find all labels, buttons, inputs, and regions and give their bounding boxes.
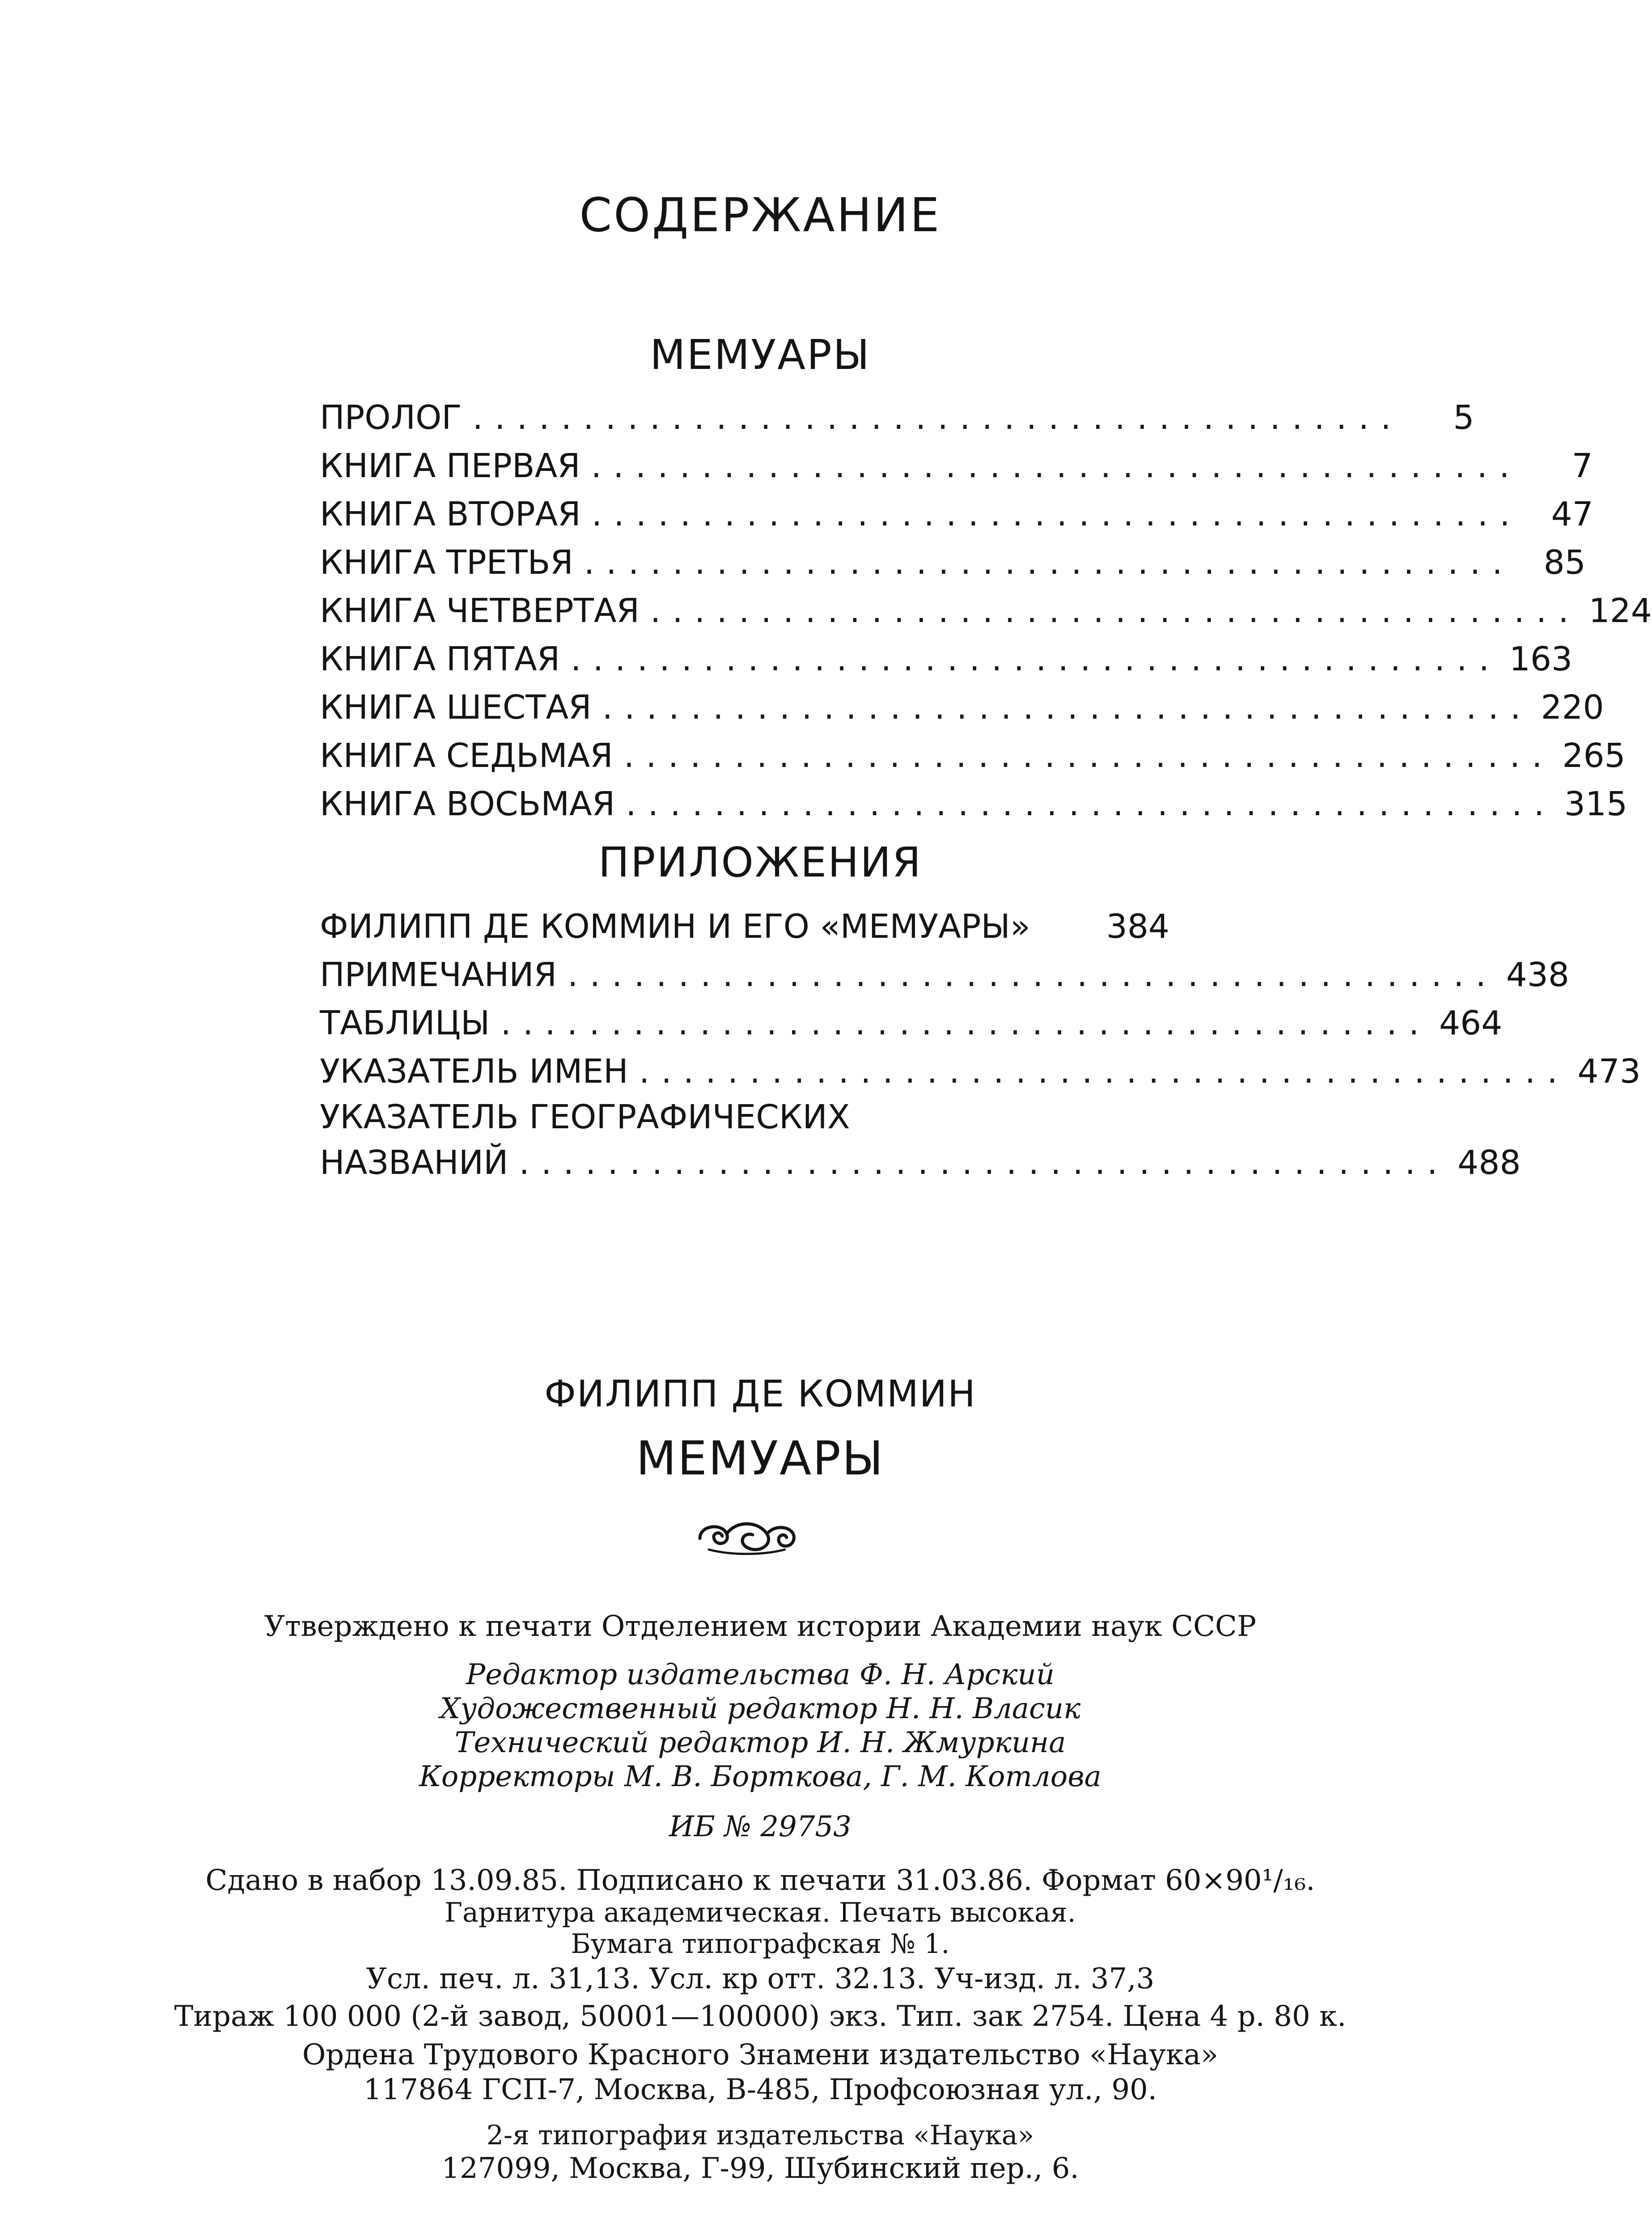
toc-leader-dots: .......................................... xyxy=(568,956,1498,994)
toc-entry-label-line1: УКАЗАТЕЛЬ ГЕОГРАФИЧЕСКИХ xyxy=(320,1098,850,1136)
toc-entry-page: 163 xyxy=(1509,640,1573,678)
toc-entry-label: ПРОЛОГ xyxy=(320,398,462,437)
imprint-tech-editor: Технический редактор И. Н. Жмуркина xyxy=(454,1726,1066,1759)
toc-entry xyxy=(320,538,1586,587)
toc-leader-dots: .......................................... xyxy=(639,1052,1569,1091)
imprint-submitted: Сдано в набор 13.09.85. Подписано к печати 31.03.86. Формат 60×90¹/₁₆. xyxy=(205,1864,1315,1897)
imprint-proofreaders: Корректоры М. В. Борткова, Г. М. Котлова xyxy=(419,1760,1101,1793)
book-title: МЕМУАРЫ xyxy=(636,1431,885,1486)
imprint-publisher-address: 117864 ГСП-7, Москва, В-485, Профсоюзная ул., 90. xyxy=(363,2073,1157,2106)
section-heading-appendix: ПРИЛОЖЕНИЯ xyxy=(598,838,923,886)
imprint-ib-number: ИБ № 29753 xyxy=(669,1810,851,1843)
imprint-sheets: Усл. печ. л. 31,13. Усл. кр отт. 32.13. Уч-изд. л. 37,3 xyxy=(366,1962,1155,1995)
toc-entry-label: КНИГА ВОСЬМАЯ xyxy=(320,785,615,823)
toc-entry xyxy=(320,999,1503,1047)
toc-entry-label: УКАЗАТЕЛЬ ИМЕН xyxy=(320,1052,628,1091)
toc-entry-label: КНИГА ЧЕТВЕРТАЯ xyxy=(320,592,640,630)
toc-entry-page: 5 xyxy=(1453,398,1474,437)
toc-entry xyxy=(320,902,1169,951)
toc-leader-dots: .......................................... xyxy=(500,1004,1431,1042)
toc-leader-dots: .......................................... xyxy=(602,688,1533,727)
toc-leader-dots: .......................................... xyxy=(571,640,1501,678)
section-heading-memoirs: МЕМУАРЫ xyxy=(650,331,871,379)
imprint-paper: Бумага типографская № 1. xyxy=(571,1928,950,1960)
toc-entry-label: ПРИМЕЧАНИЯ xyxy=(320,956,557,994)
toc-entry-page: 220 xyxy=(1541,688,1604,727)
toc-list-appendix xyxy=(320,902,1641,1187)
contents-title: СОДЕРЖАНИЕ xyxy=(579,188,941,242)
toc-entry xyxy=(320,780,1628,828)
toc-entry-label: КНИГА ВТОРАЯ xyxy=(320,495,581,534)
toc-entry-page: 265 xyxy=(1562,737,1626,775)
toc-entry-label: КНИГА ТРЕТЬЯ xyxy=(320,543,573,582)
toc-entry-label: КНИГА ПЯТАЯ xyxy=(320,640,560,678)
toc-list-memoirs xyxy=(320,394,1652,828)
toc-entry xyxy=(320,1047,1641,1096)
toc-entry-page: 464 xyxy=(1439,1004,1503,1042)
toc-entry-first-line xyxy=(320,1096,1169,1139)
toc-leader-dots: .......................................... xyxy=(623,737,1554,775)
toc-entry-page: 47 xyxy=(1551,495,1593,534)
toc-entry-page: 384 xyxy=(1106,907,1169,946)
toc-entry xyxy=(320,951,1569,999)
imprint-printer: 2-я типография издательства «Наука» xyxy=(486,2120,1034,2151)
book-author: ФИЛИПП ДЕ КОММИН xyxy=(544,1373,976,1415)
toc-leader-dots: .......................................... xyxy=(591,495,1522,534)
toc-entry-page: 85 xyxy=(1543,543,1586,582)
toc-leader-dots: .......................................... xyxy=(591,447,1521,485)
toc-entry xyxy=(320,1139,1521,1187)
toc-entry-page: 124 xyxy=(1588,592,1652,630)
toc-entry-label: КНИГА ШЕСТАЯ xyxy=(320,688,592,727)
toc-entry-page: 488 xyxy=(1457,1143,1521,1182)
toc-entry-page: 473 xyxy=(1577,1052,1641,1091)
toc-leader-dots: .......................................... xyxy=(472,398,1403,437)
toc-entry-label: КНИГА СЕДЬМАЯ xyxy=(320,737,613,775)
toc-entry-page: 438 xyxy=(1506,956,1569,994)
imprint-publisher: Ордена Трудового Красного Знамени издательство «Наука» xyxy=(302,2038,1219,2071)
toc-entry-label: НАЗВАНИЙ xyxy=(320,1143,508,1182)
toc-leader-dots: .......................................... xyxy=(626,785,1556,823)
toc-entry-label: ФИЛИПП ДЕ КОММИН И ЕГО «МЕМУАРЫ» xyxy=(320,907,1031,946)
toc-entry xyxy=(320,732,1626,780)
toc-entry-page: 7 xyxy=(1572,447,1593,485)
toc-entry xyxy=(320,683,1604,732)
ornament-icon xyxy=(691,1512,803,1561)
toc-entry xyxy=(320,394,1474,442)
imprint-editor: Редактор издательства Ф. Н. Арский xyxy=(466,1658,1055,1691)
toc-entry-label: ТАБЛИЦЫ xyxy=(320,1004,490,1042)
toc-entry xyxy=(320,490,1593,538)
toc-entry xyxy=(320,442,1593,490)
toc-leader-dots: .......................................... xyxy=(519,1143,1449,1182)
imprint-art-editor: Художественный редактор Н. Н. Власик xyxy=(440,1692,1081,1725)
imprint-typeface: Гарнитура академическая. Печать высокая. xyxy=(445,1897,1076,1928)
toc-entry xyxy=(320,635,1573,683)
toc-entry-label: КНИГА ПЕРВАЯ xyxy=(320,447,580,485)
toc-leader-dots: .......................................... xyxy=(650,592,1580,630)
imprint-printer-address: 127099, Москва, Г-99, Шубинский пер., 6. xyxy=(441,2152,1079,2185)
toc-entry xyxy=(320,587,1652,635)
toc-entry-page: 315 xyxy=(1564,785,1628,823)
imprint-print-run: Тираж 100 000 (2-й завод, 50001—100000) экз. Тип. зак 2754. Цена 4 р. 80 к. xyxy=(174,2000,1347,2033)
toc-leader-dots: .......................................... xyxy=(584,543,1514,582)
imprint-approved: Утверждено к печати Отделением истории Академии наук СССР xyxy=(264,1610,1257,1643)
